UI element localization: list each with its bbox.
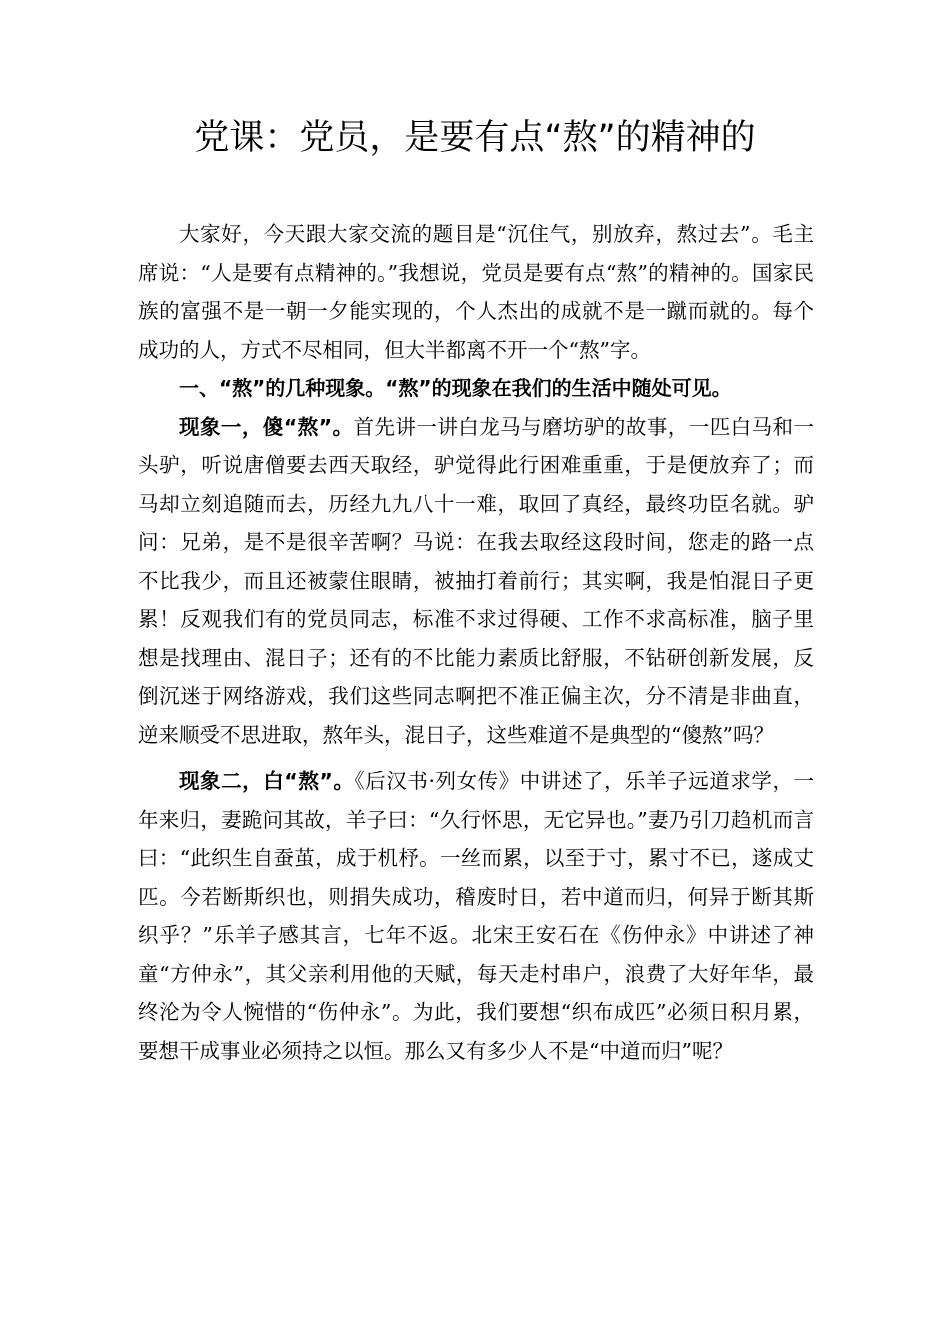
document-title: 党课：党员，是要有点“熬”的精神的 (194, 118, 756, 158)
phenomenon-2-text: 《后汉书·列女传》中讲述了，乐羊子远道求学，一年来归，妻跪问其故，羊子曰：“久行怀思，无它异也。”妻乃引刀趋机而言曰：“此织生自蚕茧，成于机杼。一丝而累，以至于寸，累寸不已，遂成丈匹。今若断斯织也，则捐失成功，稽废时日，若中道而归，何异于断其斯织乎？”乐羊子感其言，七年不返。北宋王安石在《伤仲永》中讲述了神童“方仲永”，其父亲利用他的天赋，每天走村串户，浪费了大好年华，最终沦为令人惋惜的“伤仲永”。为此，我们要想“织布成匹”必须日积月累，要想干成事业必须持之以恒。那么又有多少人不是“中道而归”呢？ (138, 769, 814, 1063)
document-body (138, 215, 814, 1070)
section-1-heading: 一、“熬”的几种现象。“熬”的现象在我们的生活中随处可见。 (179, 376, 732, 400)
phenomenon-1-text: 首先讲一讲白龙马与磨坊驴的故事，一匹白马和一头驴，听说唐僧要去西天取经，驴觉得此行困难重重，于是便放弃了；而马却立刻追随而去，历经九九八十一难，取回了真经，最终功臣名就。驴问：兄弟，是不是很辛苦啊？马说：在我去取经这段时间，您走的路一点不比我少，而且还被蒙住眼睛，被抽打着前行；其实啊，我是怕混日子更累！反观我们有的党员同志，标准不求过得硬、工作不求高标准，脑子里想是找理由、混日子；还有的不比能力素质比舒服，不钻研创新发展，反倒沉迷于网络游戏，我们这些同志啊把不准正偏主次，分不清是非曲直，逆来顺受不思进取，熬年头，混日子，这些难道不是典型的“傻熬”吗？ (138, 414, 814, 747)
intro-paragraph: 大家好，今天跟大家交流的题目是“沉住气，别放弃，熬过去”。毛主席说：“人是要有点精神的。”我想说，党员是要有点“熬”的精神的。国家民族的富强不是一朝一夕能实现的，个人杰出的成就不是一蹴而就的。每个成功的人，方式不尽相同，但大半都离不开一个“熬”字。 (138, 222, 814, 362)
phenomenon-2-paragraph (138, 762, 814, 1070)
phenomenon-1-paragraph (138, 408, 814, 755)
phenomenon-1-lead: 现象一，傻“熬”。 (179, 414, 354, 439)
phenomenon-2-lead: 现象二，白“熬”。 (179, 769, 355, 793)
